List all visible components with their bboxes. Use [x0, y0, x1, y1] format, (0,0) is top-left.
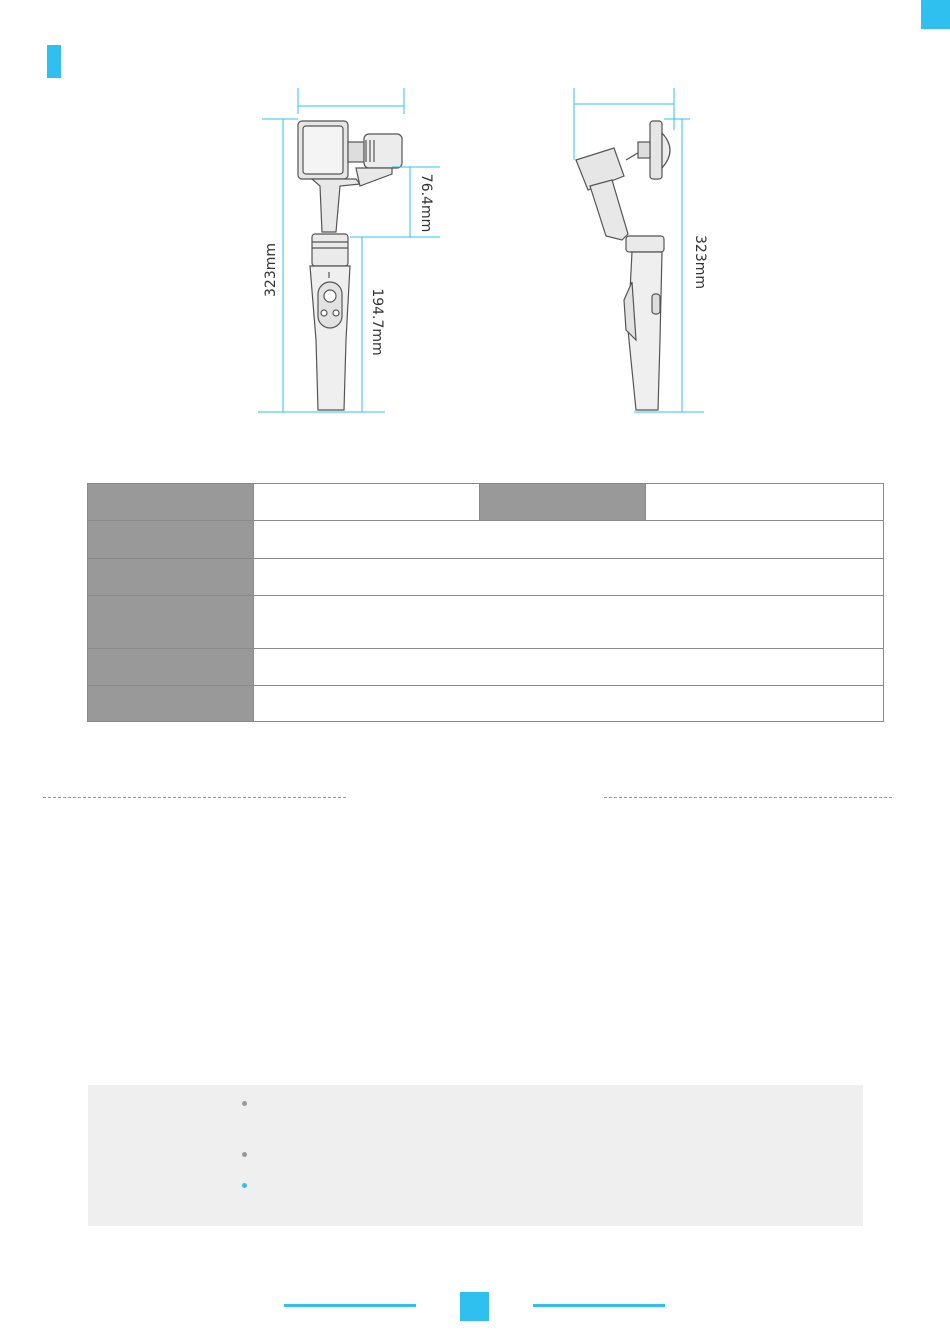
notes-box [88, 1085, 863, 1226]
footer-line-left [284, 1304, 416, 1307]
table-row [88, 649, 884, 686]
gimbal-dimension-drawing [0, 0, 950, 450]
section-divider-left [43, 797, 346, 798]
spec-value-cell [254, 649, 884, 686]
spec-value-cell [646, 484, 884, 521]
spec-value-cell [254, 686, 884, 722]
section-divider-right [604, 797, 892, 798]
spec-label-cell [88, 484, 254, 521]
side-height-label: 323mm [692, 235, 708, 289]
upper-height-label: 76.4mm [418, 173, 434, 233]
spec-label-cell [480, 484, 646, 521]
spec-label-cell [88, 521, 254, 559]
spec-value-cell [254, 484, 480, 521]
note-bullet [242, 1101, 247, 1106]
table-row [88, 484, 884, 521]
spec-label-cell [88, 559, 254, 596]
table-row [88, 686, 884, 722]
table-row [88, 559, 884, 596]
spec-label-cell [88, 596, 254, 649]
side-view-gimbal [576, 121, 670, 410]
spec-label-cell [88, 686, 254, 722]
note-bullet [242, 1152, 247, 1157]
front-height-label: 323mm [263, 243, 279, 297]
table-row [88, 521, 884, 559]
table-row [88, 596, 884, 649]
spec-label-cell [88, 649, 254, 686]
front-view-gimbal [298, 121, 402, 410]
spec-value-cell [254, 559, 884, 596]
page-number-box [460, 1292, 489, 1321]
footer-line-right [533, 1304, 665, 1307]
spec-value-cell [254, 521, 884, 559]
note-bullet [242, 1183, 247, 1188]
handle-height-label: 194.7mm [369, 288, 385, 356]
spec-value-cell [254, 596, 884, 649]
specifications-table [87, 483, 884, 722]
